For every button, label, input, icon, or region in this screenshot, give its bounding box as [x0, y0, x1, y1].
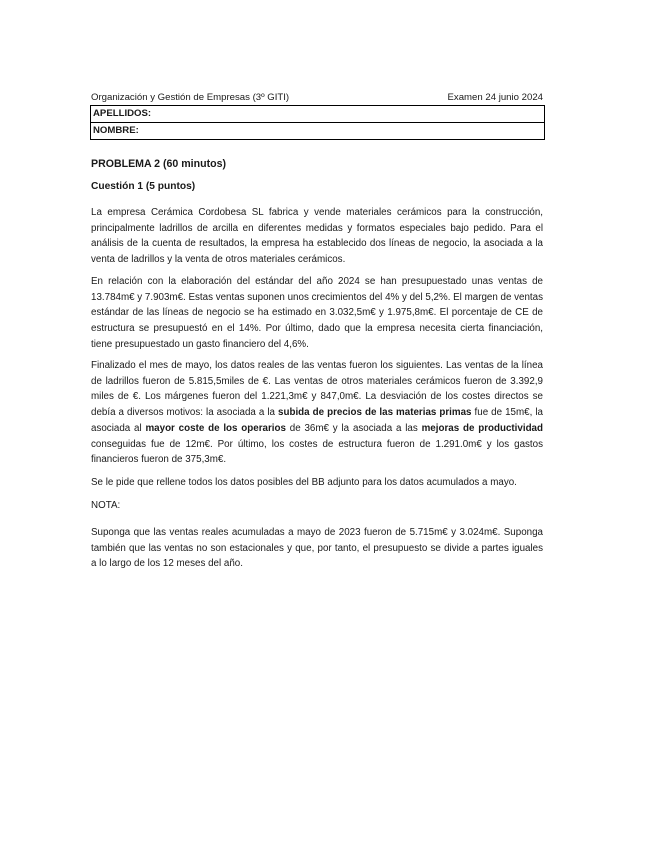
paragraph-task: Se le pide que rellene todos los datos posibles del BB adjunto para los datos acumulados a mayo.: [91, 477, 517, 488]
question-title: Cuestión 1 (5 puntos): [91, 181, 196, 192]
actuals-bold-operators: mayor coste de los operarios: [145, 422, 286, 434]
name-field[interactable]: [91, 123, 544, 139]
actuals-bold-productivity: mejoras de productividad: [421, 422, 543, 434]
actuals-bold-raw-materials: subida de precios de las materias primas: [278, 407, 472, 419]
actuals-text-a: Finalizado el mes de mayo, los datos reales de las ventas fueron los siguientes. Las ventas de la línea de ladrillos fueron de 5.815,5miles de €. Las ventas de otros materiales cerámicos fueron de 3.392,9 miles de €. Los márgenes fueron del 1.221,3m€ y 847,0m€. La desviación de los costes directos se debía a diversos motivos: la asociada a la: [91, 360, 543, 419]
exam-date: Examen 24 junio 2024: [447, 92, 543, 103]
paragraph-company: La empresa Cerámica Cordobesa SL fabrica y vende materiales cerámicos para la construcción, principalmente ladrillos de arcilla en diferentes medidas y formatos especiales bajo pedido. Para el análisis de la cuenta de resultados, la empresa ha establecido dos líneas de negocio, la asociada a la venta de ladrillos y la venta de otros materiales cerámicos.: [91, 207, 543, 266]
actuals-text-e: conseguidas fue de 12m€. Por último, los costes de estructura fueron de 1.291.0m€ y los gastos financieros fueron de 375,3m€.: [91, 438, 543, 466]
paragraph-budget: En relación con la elaboración del estándar del año 2024 se han presupuestado unas ventas de 13.784m€ y 7.903m€. Estas ventas suponen unos crecimientos del 4% y del 5,2%. El margen de ventas estándar de las líneas de negocio se ha estimado en 3.032,5m€ y 1.975,8m€. El porcentaje de CE de estructura se presupuestó en el 14%. Por último, dado que la empresa necesita cierta financiación, tiene presupuestado un gasto financiero del 4,6%.: [91, 276, 544, 350]
student-id-table: [90, 105, 545, 140]
actuals-text-d: de 36m€ y la asociada a las: [285, 422, 422, 434]
name-label: NOMBRE:: [93, 125, 139, 136]
paragraph-actuals: [91, 358, 543, 468]
actuals-text-c: fue de 15m€, la asociada al: [91, 407, 543, 434]
note-label: NOTA:: [91, 500, 121, 511]
surname-label: APELLIDOS:: [93, 108, 152, 119]
paragraph-note: Suponga que las ventas reales acumuladas a mayo de 2023 fueron de 5.715m€ y 3.024m€. Suponga también que las ventas no son estacionales y que, por tanto, el presupuesto se divide a partes iguales a lo largo de los 12 meses del año.: [91, 527, 543, 570]
page-header: [91, 92, 543, 104]
surname-field[interactable]: [91, 106, 544, 123]
problem-title: PROBLEMA 2 (60 minutos): [91, 158, 226, 170]
course-name: Organización y Gestión de Empresas (3º GITI): [91, 92, 290, 103]
